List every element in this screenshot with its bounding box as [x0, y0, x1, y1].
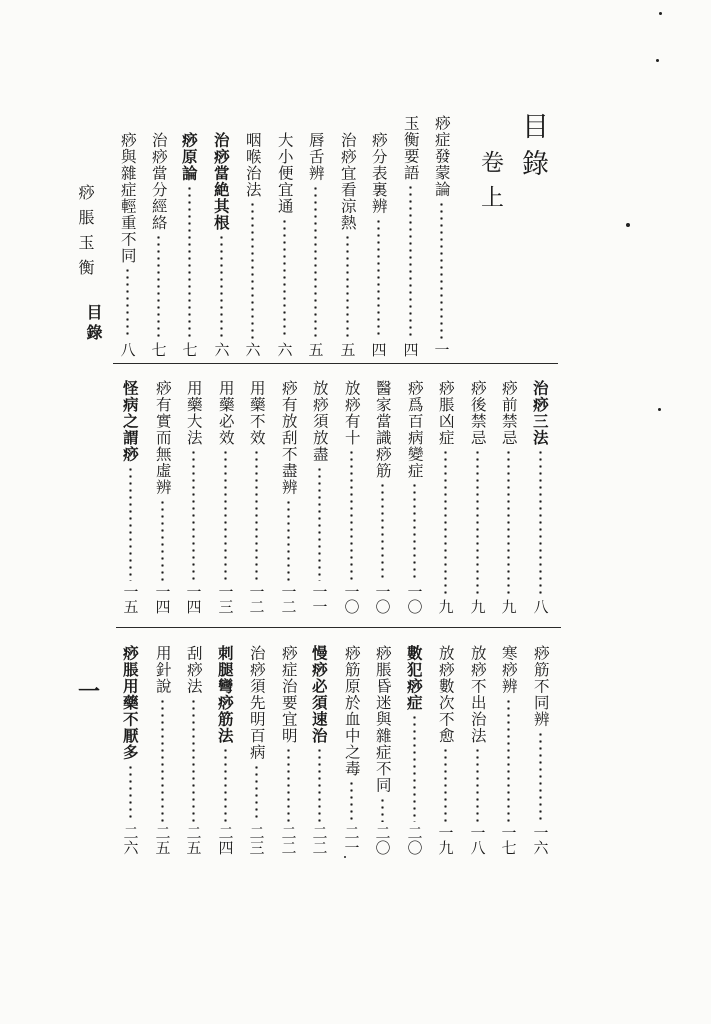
entry-page-number: 一〇: [342, 584, 361, 614]
entry-label: 慢痧必須速治: [309, 645, 329, 744]
entry-label: 治痧當分經絡: [149, 132, 168, 231]
leader-dots: [377, 218, 380, 340]
entry-label: 怪病之謂痧: [120, 380, 140, 463]
toc-entry: [463, 380, 491, 614]
entry-label: 用藥不效: [247, 380, 266, 446]
entry-page-number: 二一: [342, 825, 361, 855]
entry-page-number: 一七: [499, 825, 518, 855]
entry-page-number: 七: [180, 342, 199, 357]
leader-dots: [444, 449, 447, 596]
entry-page-number: 一四: [153, 584, 172, 614]
scan-speck: [626, 223, 630, 227]
entry-label: 放痧須放盡: [310, 380, 329, 463]
leader-dots: [346, 234, 349, 339]
leader-dots: [192, 449, 195, 581]
entry-label: 痧症發蒙論: [432, 115, 451, 198]
entry-label: 治痧當絶其根: [211, 132, 231, 231]
toc-entry: [400, 380, 428, 614]
entry-page-number: 一: [432, 342, 451, 357]
toc-entry: [463, 645, 491, 855]
entry-label: 刺腿彎痧筋法: [215, 645, 235, 744]
toc-entry: [305, 380, 333, 614]
toc-entry: [431, 645, 459, 855]
leader-dots: [507, 449, 510, 596]
leader-dots: [314, 185, 317, 340]
entry-page-number: 一八: [468, 825, 487, 855]
entry-label: 治痧須先明百病: [247, 645, 266, 761]
running-title: 痧脹玉衡: [76, 184, 95, 284]
entry-page-number: 一九: [436, 825, 455, 855]
toc-entry: [179, 645, 207, 855]
toc-entry: [494, 380, 522, 614]
toc-entry: [270, 132, 298, 357]
scan-speck: [658, 408, 661, 411]
folio-page-number: 一: [78, 678, 101, 705]
toc-entry: [301, 132, 329, 357]
entry-page-number: 二五: [184, 825, 203, 855]
entry-page-number: 八: [531, 599, 550, 614]
toc-entry: [116, 380, 144, 614]
toc-entry: [427, 115, 455, 357]
toc-entry: [148, 380, 176, 614]
leader-dots: [381, 482, 384, 581]
entry-page-number: 九: [468, 599, 487, 614]
entry-page-number: 一五: [121, 584, 140, 614]
entry-label: 數犯痧症: [404, 645, 424, 711]
leader-dots: [287, 499, 290, 582]
leader-dots: [539, 449, 542, 596]
leader-dots: [413, 714, 416, 822]
entry-label: 放痧有十: [342, 380, 361, 446]
entry-page-number: 一三: [216, 584, 235, 614]
divider-rule-2: [116, 627, 561, 628]
leader-dots: [157, 234, 160, 339]
entry-page-number: 一二: [247, 584, 266, 614]
toc-entry: [116, 645, 144, 855]
leader-dots: [161, 698, 164, 823]
toc-entry: [337, 645, 365, 855]
entry-page-number: 二六: [121, 825, 140, 855]
entry-page-number: 二二: [310, 825, 329, 855]
toc-entry: [400, 645, 428, 855]
entry-page-number: 二〇: [373, 825, 392, 855]
leader-dots: [283, 218, 286, 340]
leader-dots: [220, 234, 223, 339]
entry-page-number: 五: [338, 342, 357, 357]
leader-dots: [126, 267, 129, 339]
leader-dots: [350, 449, 353, 581]
leader-dots: [539, 731, 542, 823]
entry-label: 痧症治要宜明: [279, 645, 298, 744]
entry-page-number: 二四: [216, 825, 235, 855]
leader-dots: [440, 201, 443, 340]
toc-entry: [211, 380, 239, 614]
leader-dots: [350, 780, 353, 822]
toc-entry: [368, 645, 396, 855]
toc-entry: [242, 380, 270, 614]
entry-page-number: 九: [499, 599, 518, 614]
entry-label: 痧爲百病變症: [405, 380, 424, 479]
entry-label: 刮痧法: [184, 645, 203, 695]
entry-label: 用藥必效: [216, 380, 235, 446]
toc-entry: [113, 132, 141, 357]
leader-dots: [224, 449, 227, 581]
entry-label: 治痧三法: [530, 380, 550, 446]
running-section-label: 目錄: [84, 304, 103, 344]
entry-label: 咽喉治法: [243, 132, 262, 198]
entry-label: 放痧數次不愈: [436, 645, 455, 744]
toc-entry: [207, 132, 235, 357]
leader-dots: [192, 698, 195, 823]
leader-dots: [255, 449, 258, 581]
entry-label: 痧脹用藥不厭多: [120, 645, 140, 761]
leader-dots: [409, 184, 412, 339]
leader-dots: [444, 747, 447, 822]
leader-dots: [129, 764, 132, 823]
toc-entry: [333, 132, 361, 357]
entry-label: 痧有放刮不盡辨: [279, 380, 298, 496]
entry-page-number: 七: [149, 342, 168, 357]
entry-label: 用針說: [153, 645, 172, 695]
entry-page-number: 二五: [153, 825, 172, 855]
leader-dots: [507, 698, 510, 823]
leader-dots: [318, 466, 321, 582]
entry-page-number: 二〇: [405, 825, 424, 855]
leader-dots: [476, 449, 479, 596]
toc-entry: [211, 645, 239, 855]
toc-entry: [242, 645, 270, 855]
entry-page-number: 二三: [247, 825, 266, 855]
entry-page-number: 一六: [531, 825, 550, 855]
entry-page-number: 二二: [279, 825, 298, 855]
entry-page-number: 一二: [279, 584, 298, 614]
divider-rule-1: [113, 363, 558, 364]
leader-dots: [188, 185, 191, 340]
entry-label: 痧前禁忌: [499, 380, 518, 446]
toc-entry: [396, 115, 424, 357]
scan-speck: [659, 12, 662, 15]
entry-label: 放痧不出治法: [468, 645, 487, 744]
toc-entry: [305, 645, 333, 855]
entry-page-number: 一〇: [373, 584, 392, 614]
entry-label: 用藥大法: [184, 380, 203, 446]
leader-dots: [287, 747, 290, 822]
toc-entry: [337, 380, 365, 614]
leader-dots: [476, 747, 479, 822]
entry-page-number: 八: [118, 342, 137, 357]
entry-label: 痧後禁忌: [468, 380, 487, 446]
entry-label: 痧脹凶症: [436, 380, 455, 446]
toc-entry: [526, 645, 554, 855]
toc-entry: [368, 380, 396, 614]
entry-page-number: 四: [369, 342, 388, 357]
entry-page-number: 一一: [310, 584, 329, 614]
entry-page-number: 六: [275, 342, 294, 357]
leader-dots: [224, 747, 227, 822]
toc-entry: [274, 380, 302, 614]
toc-entry: [526, 380, 554, 614]
entry-page-number: 五: [306, 342, 325, 357]
entry-page-number: 六: [212, 342, 231, 357]
entry-label: 痧筋原於血中之毒: [342, 645, 361, 777]
entry-page-number: 一〇: [405, 584, 424, 614]
leader-dots: [381, 797, 384, 823]
entry-label: 醫家當識痧筋: [373, 380, 392, 479]
toc-entry: [179, 380, 207, 614]
leader-dots: [129, 466, 132, 582]
entry-label: 痧有實而無虛辨: [153, 380, 172, 496]
toc-entry: [431, 380, 459, 614]
entry-page-number: 四: [401, 342, 420, 357]
entry-label: 痧原論: [179, 132, 199, 182]
entry-label: 痧筋不同辨: [531, 645, 550, 728]
entry-label: 治痧宜看涼熱: [338, 132, 357, 231]
toc-entry: [175, 132, 203, 357]
entry-page-number: 六: [243, 342, 262, 357]
leader-dots: [251, 201, 254, 339]
entry-label: 寒痧辨: [499, 645, 518, 695]
leader-dots: [413, 482, 416, 581]
toc-entry: [238, 132, 266, 357]
scan-speck: [344, 856, 346, 858]
leader-dots: [318, 747, 321, 822]
toc-entry: [148, 645, 176, 855]
entry-label: 唇舌辨: [306, 132, 325, 182]
leader-dots: [161, 499, 164, 582]
scan-speck: [656, 59, 659, 62]
entry-label: 痧分表裏辨: [369, 132, 388, 215]
volume-label: 卷上: [477, 150, 503, 220]
entry-page-number: 九: [436, 599, 455, 614]
entry-label: 玉衡要語: [401, 115, 420, 181]
toc-entry: [274, 645, 302, 855]
entry-label: 痧與雜症輕重不同: [118, 132, 137, 264]
entry-label: 大小便宜通: [275, 132, 294, 215]
toc-entry: [364, 132, 392, 357]
toc-entry: [144, 132, 172, 357]
entry-label: 痧脹昏迷與雜症不同: [373, 645, 392, 794]
leader-dots: [255, 764, 258, 823]
toc-title: 目錄: [517, 112, 548, 186]
entry-page-number: 一四: [184, 584, 203, 614]
toc-entry: [494, 645, 522, 855]
